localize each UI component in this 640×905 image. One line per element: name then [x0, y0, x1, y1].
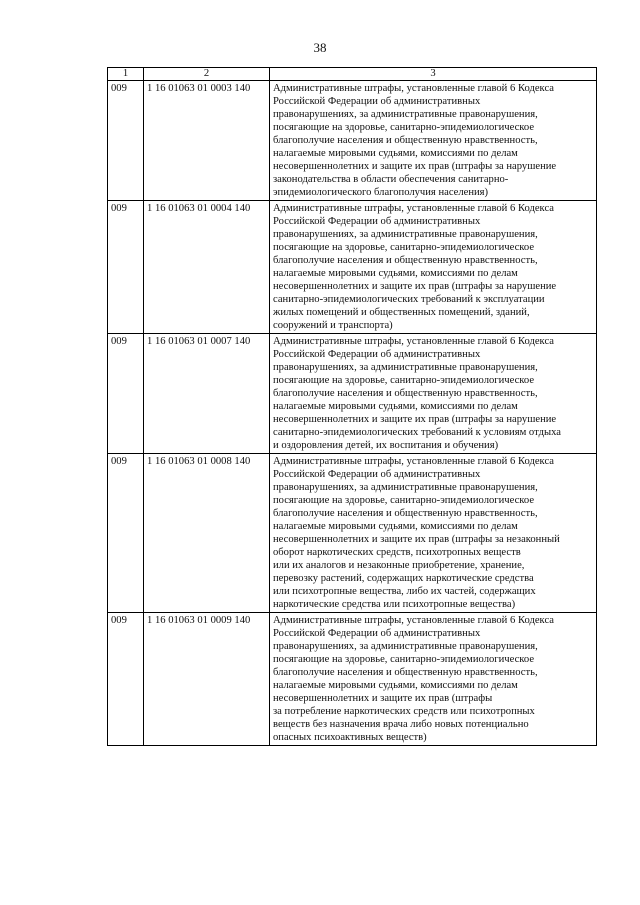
- description-cell: [270, 334, 597, 454]
- description-line: наркотические средства или психотропные вещества): [273, 599, 516, 610]
- description-line: Российской Федерации об административных: [273, 628, 481, 639]
- description-line: Административные штрафы, установленные главой 6 Кодекса: [273, 615, 554, 626]
- description-line: жилых помещений и общественных помещений, зданий,: [273, 307, 530, 318]
- description-line: перевозку растений, содержащих наркотические средства: [273, 573, 534, 584]
- description-line: Административные штрафы, установленные главой 6 Кодекса: [273, 456, 554, 467]
- admin-code-cell: 009: [108, 613, 144, 746]
- admin-code-cell: 009: [108, 454, 144, 613]
- description-line: благополучие населения и общественную нравственность,: [273, 388, 538, 399]
- description-line: Административные штрафы, установленные главой 6 Кодекса: [273, 203, 554, 214]
- description-line: несовершеннолетних и защите их прав (штрафы за нарушение: [273, 414, 557, 425]
- page-number: 38: [313, 40, 327, 55]
- description-line: налагаемые мировыми судьями, комиссиями по делам: [273, 680, 518, 691]
- description-cell: [270, 454, 597, 613]
- description-line: Российской Федерации об административных: [273, 349, 481, 360]
- column-header-3: 3: [270, 68, 597, 81]
- kbk-code-cell: 1 16 01063 01 0003 140: [144, 81, 270, 201]
- description-line: налагаемые мировыми судьями, комиссиями по делам: [273, 268, 518, 279]
- description-line: несовершеннолетних и защите их прав (штрафы за незаконный: [273, 534, 560, 545]
- description-line: и оздоровления детей, их воспитания и обучения): [273, 440, 499, 451]
- description-line: посягающие на здоровье, санитарно-эпидемиологическое: [273, 375, 535, 386]
- description-line: посягающие на здоровье, санитарно-эпидемиологическое: [273, 654, 535, 665]
- description-line: Российской Федерации об административных: [273, 216, 481, 227]
- table-row: [108, 334, 597, 454]
- description-line: посягающие на здоровье, санитарно-эпидемиологическое: [273, 122, 535, 133]
- description-cell: [270, 81, 597, 201]
- description-line: посягающие на здоровье, санитарно-эпидемиологическое: [273, 242, 535, 253]
- description-line: правонарушениях, за административные правонарушения,: [273, 109, 538, 120]
- description-cell: [270, 201, 597, 334]
- description-line: налагаемые мировыми судьями, комиссиями по делам: [273, 521, 518, 532]
- column-header-1: 1: [108, 68, 144, 81]
- description-line: Российской Федерации об административных: [273, 469, 481, 480]
- description-line: эпидемиологического благополучия населения): [273, 187, 489, 198]
- description-line: благополучие населения и общественную нравственность,: [273, 135, 538, 146]
- description-line: оборот наркотических средств, психотропных веществ: [273, 547, 521, 558]
- table-row: [108, 201, 597, 334]
- description-line: благополучие населения и общественную нравственность,: [273, 255, 538, 266]
- description-line: законодательства в области обеспечения санитарно-: [273, 174, 509, 185]
- description-line: посягающие на здоровье, санитарно-эпидемиологическое: [273, 495, 535, 506]
- table-body: [108, 81, 597, 746]
- description-line: за потребление наркотических средств или психотропных: [273, 706, 535, 717]
- description-line: несовершеннолетних и защите их прав (штрафы: [273, 693, 493, 704]
- description-cell: [270, 613, 597, 746]
- table-row: [108, 613, 597, 746]
- description-line: Административные штрафы, установленные главой 6 Кодекса: [273, 83, 554, 94]
- description-line: санитарно-эпидемиологических требований к условиям отдыха: [273, 427, 561, 438]
- description-line: Российской Федерации об административных: [273, 96, 481, 107]
- description-line: налагаемые мировыми судьями, комиссиями по делам: [273, 148, 518, 159]
- description-line: правонарушениях, за административные правонарушения,: [273, 482, 538, 493]
- admin-code-cell: 009: [108, 81, 144, 201]
- kbk-code-cell: 1 16 01063 01 0004 140: [144, 201, 270, 334]
- table-header-row: [108, 68, 597, 81]
- description-line: несовершеннолетних и защите их прав (штрафы за нарушение: [273, 281, 557, 292]
- admin-code-cell: 009: [108, 201, 144, 334]
- description-line: благополучие населения и общественную нравственность,: [273, 667, 538, 678]
- admin-code-cell: 009: [108, 334, 144, 454]
- description-line: санитарно-эпидемиологических требований к эксплуатации: [273, 294, 545, 305]
- column-header-2: 2: [144, 68, 270, 81]
- description-line: налагаемые мировыми судьями, комиссиями по делам: [273, 401, 518, 412]
- description-line: благополучие населения и общественную нравственность,: [273, 508, 538, 519]
- description-line: Административные штрафы, установленные главой 6 Кодекса: [273, 336, 554, 347]
- description-line: правонарушениях, за административные правонарушения,: [273, 641, 538, 652]
- description-line: или их аналогов и незаконные приобретение, хранение,: [273, 560, 525, 571]
- description-line: несовершеннолетних и защите их прав (штрафы за нарушение: [273, 161, 557, 172]
- description-line: правонарушениях, за административные правонарушения,: [273, 229, 538, 240]
- description-line: или психотропные вещества, либо их частей, содержащих: [273, 586, 536, 597]
- kbk-code-cell: 1 16 01063 01 0007 140: [144, 334, 270, 454]
- budget-codes-table: [107, 67, 597, 746]
- description-line: сооружений и транспорта): [273, 320, 393, 331]
- kbk-code-cell: 1 16 01063 01 0009 140: [144, 613, 270, 746]
- table-row: [108, 81, 597, 201]
- table-row: [108, 454, 597, 613]
- description-line: веществ без назначения врача либо новых потенциально: [273, 719, 529, 730]
- kbk-code-cell: 1 16 01063 01 0008 140: [144, 454, 270, 613]
- description-line: правонарушениях, за административные правонарушения,: [273, 362, 538, 373]
- description-line: опасных психоактивных веществ): [273, 732, 427, 743]
